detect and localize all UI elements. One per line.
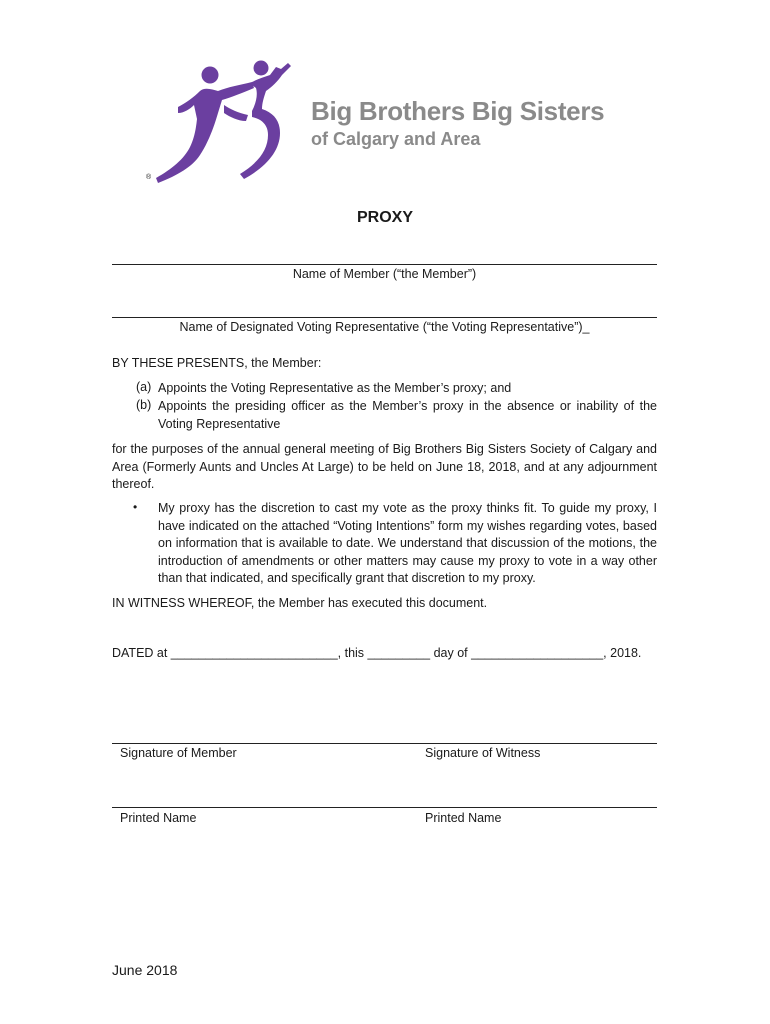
footer-date: June 2018	[112, 962, 178, 978]
witness-statement: IN WITNESS WHEREOF, the Member has executed this document.	[112, 596, 488, 610]
organization-name: Big Brothers Big Sisters	[311, 96, 605, 126]
presents-intro: BY THESE PRESENTS, the Member:	[112, 356, 322, 370]
item-text-b: Appoints the presiding officer as the Member’s proxy in the absence or inability of the Voting Representative	[158, 399, 657, 431]
organization-subtitle: of Calgary and Area	[311, 129, 481, 149]
printed-name-line[interactable]	[112, 807, 657, 808]
member-name-line[interactable]	[112, 264, 657, 265]
representative-name-caption: Name of Designated Voting Representative (“the Voting Representative”)_	[179, 320, 590, 334]
item-label-b: (b)	[136, 398, 152, 412]
printed-name-left-label: Printed Name	[120, 811, 197, 825]
member-name-caption: Name of Member (“the Member”)	[292, 267, 477, 281]
representative-name-line[interactable]	[112, 317, 657, 318]
item-text-a: Appoints the Voting Representative as the Member’s proxy; and	[158, 381, 512, 395]
discretion-paragraph: My proxy has the discretion to cast my vote as the proxy thinks fit. To guide my proxy, I have indicated on the attached “Voting Intentions” form my wishes regarding votes, based on information that is available to date. We understand that discussion of the motions, the introduction of amendments or other matters may cause my proxy to vote in a way other than that indicated, and specifically grant that discretion to my proxy.	[158, 501, 657, 585]
dated-line[interactable]: DATED at ________________________, this _________ day of ___________________, 2018.	[112, 646, 642, 660]
signature-of-member-label: Signature of Member	[120, 746, 237, 760]
printed-name-right-label: Printed Name	[425, 811, 502, 825]
item-label-a: (a)	[136, 380, 152, 394]
registered-trademark: ®	[146, 174, 152, 181]
document-title: PROXY	[356, 209, 413, 226]
signature-of-witness-label: Signature of Witness	[425, 746, 541, 760]
purpose-paragraph: for the purposes of the annual general meeting of Big Brothers Big Sisters Society of Calgary and Area (Formerly Aunts and Uncles At Large) to be held on June 18, 2018, and at any adjournment thereof.	[112, 442, 657, 491]
bbbs-logo-icon	[140, 55, 300, 190]
signature-line[interactable]	[112, 743, 657, 744]
bullet-marker: •	[133, 500, 138, 514]
